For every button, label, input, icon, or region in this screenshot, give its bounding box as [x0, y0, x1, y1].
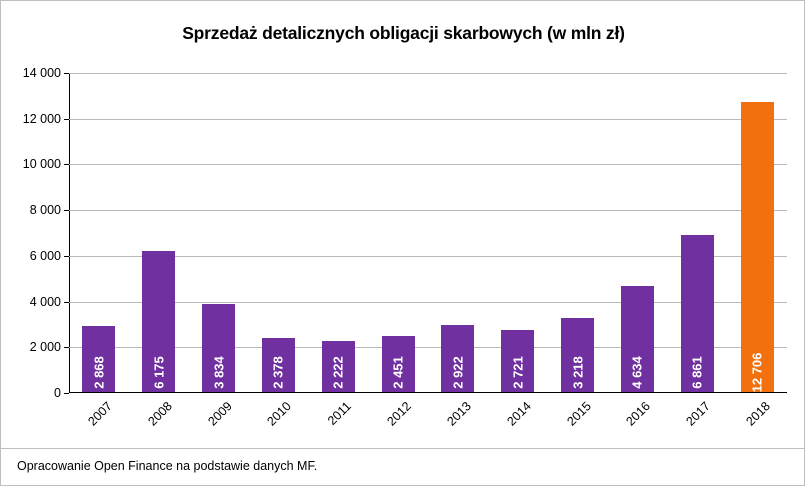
x-axis-tick-label: 2012 [384, 399, 414, 429]
y-axis-tick-label: 2 000 [29, 340, 61, 355]
bar-value-label: 6 861 [689, 356, 705, 389]
x-axis-tick-label: 2014 [504, 399, 534, 429]
footnote: Opracowanie Open Finance na podstawie danych MF. [17, 459, 318, 473]
plot-area [69, 73, 787, 393]
bar-value-label: 3 218 [570, 356, 586, 389]
bar-2014[interactable] [501, 330, 534, 392]
bar-2012[interactable] [382, 336, 415, 392]
x-axis-tick-label: 2011 [325, 399, 355, 428]
x-axis-tick-label: 2013 [444, 399, 474, 429]
y-axis-tick-label: 10 000 [22, 157, 61, 172]
bar-value-label: 2 922 [450, 356, 466, 389]
bar-2007[interactable] [82, 326, 115, 392]
bar-slot [548, 72, 608, 392]
bar-value-label: 12 706 [749, 352, 765, 393]
bar-value-label: 2 451 [390, 356, 406, 389]
bar-value-label: 2 721 [510, 356, 526, 389]
bar-value-label: 4 634 [629, 356, 645, 389]
x-axis-tick-label: 2010 [264, 399, 295, 429]
bar-slot [428, 72, 488, 392]
bar-slot [667, 72, 727, 392]
bar-slot [488, 72, 548, 392]
x-axis-tick-label: 2009 [204, 399, 235, 429]
bar-value-label: 3 834 [211, 356, 227, 389]
x-axis-tick-label: 2008 [145, 399, 175, 429]
x-axis-labels [69, 393, 787, 453]
y-axis-tick-label: 12 000 [22, 111, 61, 126]
bar-slot [368, 72, 428, 392]
chart-title: Sprzedaż detalicznych obligacji skarbowych (w mln zł) [182, 23, 625, 43]
bar-slot [129, 72, 189, 392]
x-axis-tick-label: 2017 [683, 399, 714, 429]
y-axis-tick-label: 4 000 [29, 294, 61, 309]
bar-2009[interactable] [202, 304, 235, 392]
bar-value-label: 2 222 [330, 356, 346, 389]
x-axis-tick-label: 2016 [623, 399, 654, 429]
bar-2010[interactable] [262, 338, 295, 392]
bar-2015[interactable] [561, 318, 594, 392]
x-axis-tick-label: 2018 [743, 399, 773, 429]
bar-value-label: 6 175 [151, 356, 167, 389]
bar-2008[interactable] [142, 251, 175, 392]
bar-2018[interactable] [741, 102, 774, 392]
bar-2016[interactable] [621, 286, 654, 392]
y-axis-tick-label: 0 [54, 386, 61, 400]
bar-value-label: 2 868 [91, 356, 107, 389]
y-axis-labels [1, 66, 61, 400]
x-axis-tick-label: 2007 [85, 399, 115, 429]
footnote-divider [1, 448, 804, 449]
bar-2013[interactable] [441, 325, 474, 392]
bar-2011[interactable] [322, 341, 355, 392]
bar-slot [189, 72, 249, 392]
bar-slot [608, 72, 668, 392]
bar-slot [727, 72, 787, 392]
x-axis-tick-label: 2015 [563, 399, 594, 429]
bar-value-label: 2 378 [270, 356, 286, 389]
y-axis-tick-label: 14 000 [22, 66, 61, 80]
y-axis-tick-label: 8 000 [29, 203, 61, 218]
bar-slot [69, 72, 129, 392]
bar-slot [249, 72, 309, 392]
bar-2017[interactable] [681, 235, 714, 392]
bar-slot [308, 72, 368, 392]
y-axis-tick-label: 6 000 [29, 248, 61, 263]
